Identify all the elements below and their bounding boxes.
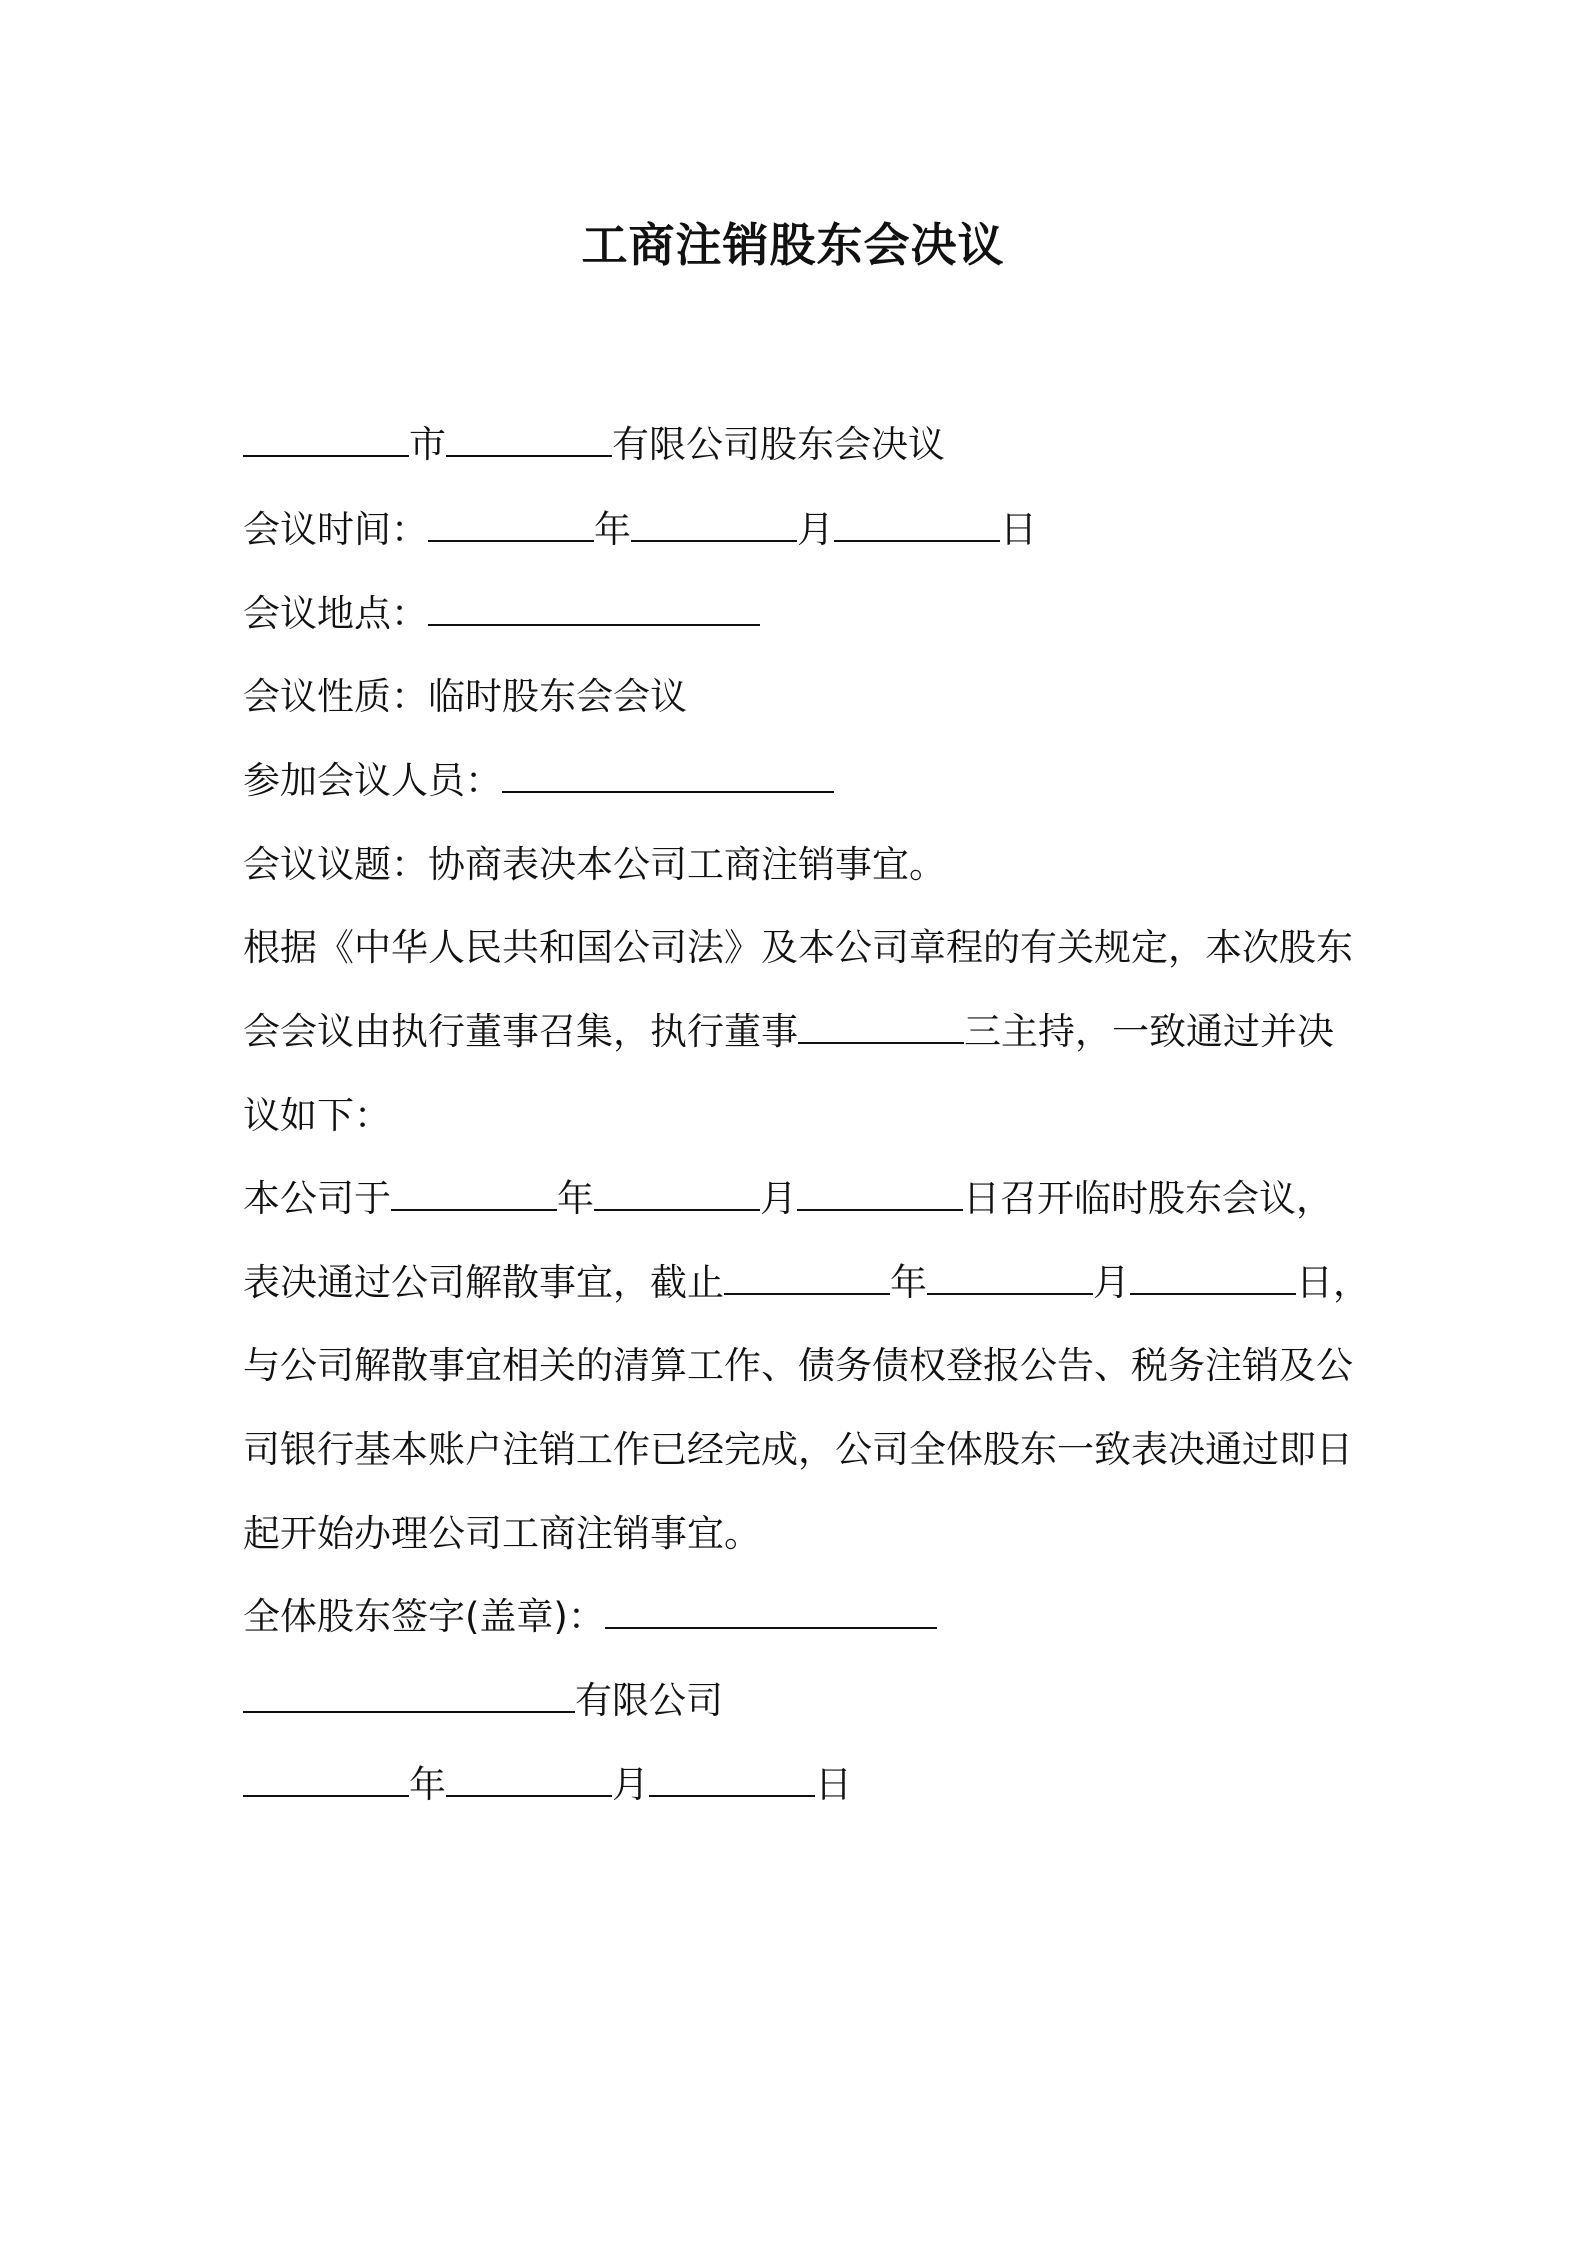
attendees-label: 参加会议人员： xyxy=(243,759,502,802)
meeting-held-month-label: 月 xyxy=(760,1177,797,1220)
meeting-day-label: 日 xyxy=(1000,508,1037,551)
company-name-blank[interactable] xyxy=(446,415,612,457)
basis-line-3: 议如下： xyxy=(243,1094,391,1137)
meeting-place-blank[interactable] xyxy=(428,584,760,626)
deadline-year-blank[interactable] xyxy=(724,1253,890,1295)
resolution-line-4: 司银行基本账户注销工作已经完成，公司全体股东一致表决通过即日 xyxy=(243,1428,1353,1471)
meeting-month-label: 月 xyxy=(797,508,834,551)
meeting-held-day-blank[interactable] xyxy=(797,1169,963,1211)
signature-label: 全体股东签字(盖章)： xyxy=(243,1595,605,1638)
meeting-held-month-blank[interactable] xyxy=(594,1169,760,1211)
meeting-nature-value: 临时股东会会议 xyxy=(428,675,687,718)
resolution-line-1-text: 本公司于 xyxy=(243,1177,391,1220)
attendees-blank[interactable] xyxy=(502,751,834,793)
company-line xyxy=(243,1671,1373,1731)
sign-day-label: 日 xyxy=(815,1763,852,1806)
company-suffix: 有限公司股东会决议 xyxy=(612,423,945,466)
document-title: 工商注销股东会决议 xyxy=(581,218,1005,272)
meeting-year-blank[interactable] xyxy=(428,500,594,542)
attendees-line xyxy=(243,751,1373,811)
meeting-day-blank[interactable] xyxy=(834,500,1000,542)
meeting-place-line xyxy=(243,584,1373,644)
company-line-suffix: 有限公司 xyxy=(575,1679,723,1722)
meeting-time-label: 会议时间： xyxy=(243,508,428,551)
resolution-line-2-text: 表决通过公司解散事宜，截止 xyxy=(243,1261,724,1304)
meeting-topic-line xyxy=(243,835,1373,895)
meeting-nature-label: 会议性质： xyxy=(243,675,428,718)
director-name-blank[interactable] xyxy=(798,1002,964,1044)
meeting-held-year-label: 年 xyxy=(557,1177,594,1220)
basis-line-2 xyxy=(243,1002,1373,1062)
city-suffix: 市 xyxy=(409,423,446,466)
meeting-year-label: 年 xyxy=(594,508,631,551)
meeting-place-label: 会议地点： xyxy=(243,592,428,635)
resolution-line-2 xyxy=(243,1253,1373,1313)
resolution-line-5: 起开始办理公司工商注销事宜。 xyxy=(243,1512,761,1555)
header-line xyxy=(243,415,1373,475)
resolution-line-1 xyxy=(243,1169,1373,1229)
deadline-month-label: 月 xyxy=(1093,1261,1130,1304)
resolution-line-1-text-end: 日召开临时股东会议， xyxy=(963,1177,1333,1220)
meeting-held-year-blank[interactable] xyxy=(391,1169,557,1211)
sign-month-blank[interactable] xyxy=(446,1755,612,1797)
resolution-line-3: 与公司解散事宜相关的清算工作、债务债权登报公告、税务注销及公 xyxy=(243,1344,1353,1387)
basis-line-2-text: 会会议由执行董事召集，执行董事 xyxy=(243,1010,798,1053)
company-name-signature-blank[interactable] xyxy=(243,1671,575,1713)
deadline-month-blank[interactable] xyxy=(927,1253,1093,1295)
meeting-nature-line xyxy=(243,667,1373,727)
city-blank[interactable] xyxy=(243,415,409,457)
meeting-time-line xyxy=(243,500,1373,560)
basis-line-2-text-end: 三主持，一致通过并决 xyxy=(964,1010,1334,1053)
sign-year-label: 年 xyxy=(409,1763,446,1806)
basis-line-1: 根据《中华人民共和国公司法》及本公司章程的有关规定，本次股东 xyxy=(243,926,1353,969)
meeting-month-blank[interactable] xyxy=(631,500,797,542)
sign-year-blank[interactable] xyxy=(243,1755,409,1797)
date-line xyxy=(243,1755,1373,1815)
meeting-topic-value: 协商表决本公司工商注销事宜。 xyxy=(428,843,946,886)
meeting-topic-label: 会议议题： xyxy=(243,843,428,886)
deadline-day-blank[interactable] xyxy=(1130,1253,1296,1295)
signature-line xyxy=(243,1587,1373,1647)
sign-day-blank[interactable] xyxy=(649,1755,815,1797)
deadline-day-label: 日， xyxy=(1296,1261,1370,1304)
deadline-year-label: 年 xyxy=(890,1261,927,1304)
sign-month-label: 月 xyxy=(612,1763,649,1806)
signature-blank[interactable] xyxy=(605,1587,937,1629)
